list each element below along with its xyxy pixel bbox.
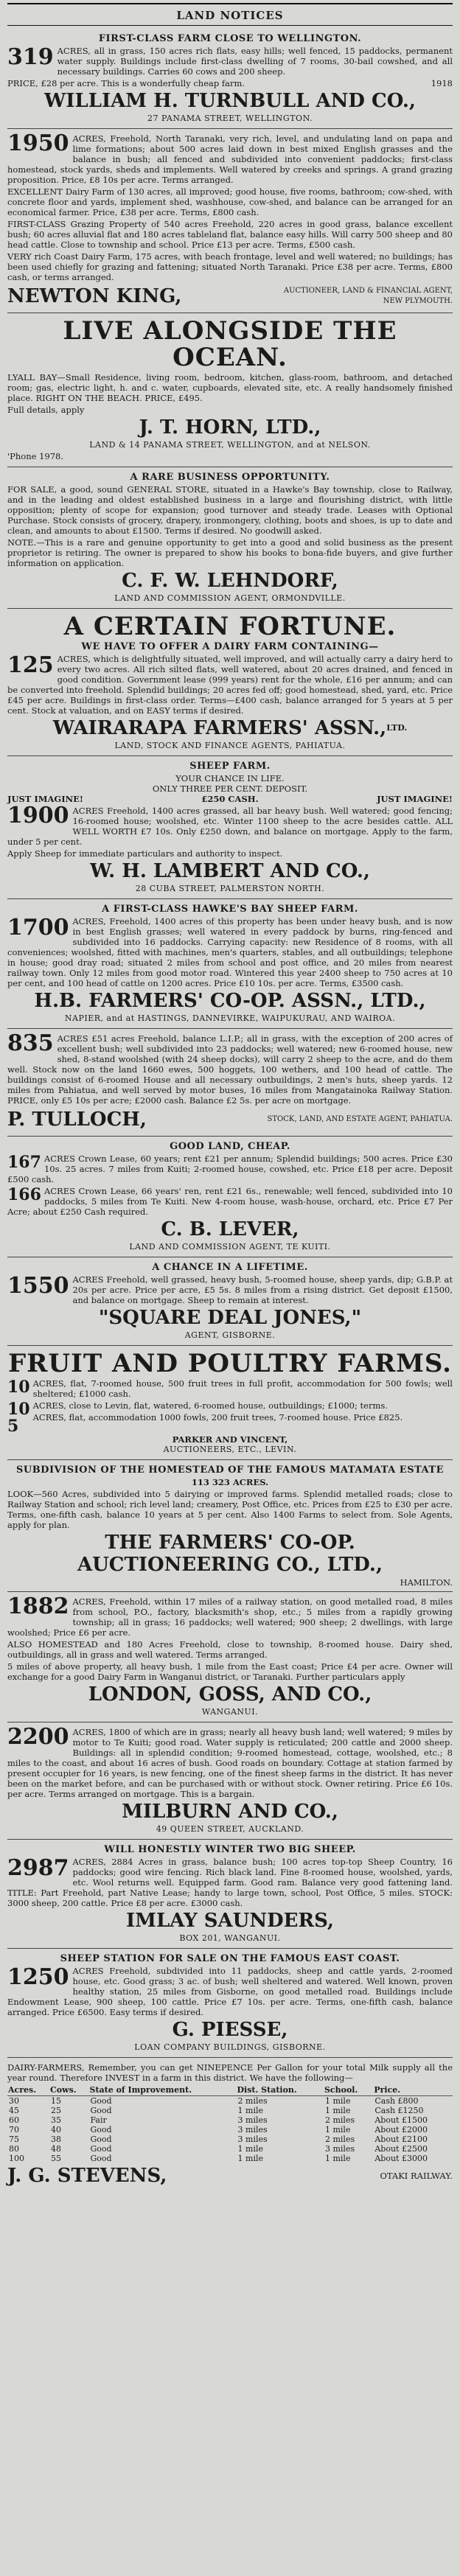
- table-cell: Good: [90, 2125, 112, 2135]
- table-cell: Good: [90, 2106, 112, 2115]
- ad-body: EXCELLENT Dairy Farm of 130 acres, all improved; good house, five rooms, bathroom; cow-shed, with concrete floor and yards, implement shed, washhouse, cow-shed, and balance can be arranged for an economical farmer. Price, £38 per acre. Terms, £800 cash.: [7, 186, 453, 217]
- ad-tulloch: [7, 1029, 453, 1137]
- ad-tagline: ONLY THREE PER CENT. DEPOSIT.: [152, 783, 308, 794]
- agent-address: 27 PANAMA STREET, WELLINGTON.: [147, 114, 313, 123]
- just-imagine-right: JUST IMAGINE!: [377, 794, 453, 804]
- table-cell: 60: [9, 2115, 19, 2125]
- agent-name: PARKER AND VINCENT,: [172, 1434, 288, 1445]
- ad-body: ACRES, Freehold, 1400 acres of this property has been under heavy bush, and is now in best English grasses; well watered in every paddock by burns, ring-fenced and subdivided into 16 paddocks. Carrying capacity: new Residence of 8 rooms, with all conveniences; woolshed, fitted with machines, men's quarters, stables, and all outbuildings; telephone in house; good dray road; situated 2 miles from school and post office, and 20 miles from nearest railway town. Only 12 miles from good motor road. Wintered this year 2400 sheep to 750 acres at 10 per cent, and 100 head of cattle on 1200 acres. Price £10 10s. per acre. Terms, £3500 cash.: [7, 916, 453, 988]
- table-cell: 48: [51, 2144, 62, 2154]
- table-row: [7, 2115, 453, 2125]
- table-cell: About £2500: [374, 2144, 428, 2154]
- ad-header: SHEEP FARM.: [189, 761, 271, 772]
- table-cell: 1 mile: [237, 2154, 263, 2163]
- column-header: Price.: [373, 2084, 453, 2096]
- agent-name: W. H. LAMBERT AND CO.,: [90, 860, 370, 882]
- ad-body: ACRES Freehold, subdivided into 11 paddocks, sheep and cattle yards, 2-roomed house, etc. Good grass; 3 ac. of bush; well sheltered and watered. Well known, proven healthy station, 25 miles from Gisborne, on good metalled road. Buildings include Endowment Lease, 900 sheep, 100 cattle. Price £7 10s. per acre. Terms, one-fifth cash, balance arranged. Price £6500. Easy terms if desired.: [7, 1966, 453, 2017]
- table-cell: Fair: [90, 2115, 107, 2125]
- page: [7, 0, 453, 2195]
- ad-body: ACRES, Freehold, within 17 miles of a railway station, on good metalled road, 8 miles from school, P.O., factory, blacksmith's shop, etc.; 5 miles from a rapidly growing township; all in grass; 16 paddocks; well watered; 900 sheep; 2 dwellings, with large woolshed; Price £6 per acre.: [7, 1596, 453, 1638]
- ad-hb-farmers: [7, 899, 453, 1029]
- ad-body: ALSO HOMESTEAD and 180 Acres Freehold, close to township, 8-roomed house. Dairy shed, outbuildings, all in grass and well watered. Terms arranged.: [7, 1639, 453, 1660]
- acreage-lead: 2200: [7, 1724, 69, 1750]
- ad-body: ACRES £51 acres Freehold, balance L.I.P.; all in grass, with the exception of 200 acres of excellent bush; well subdivided into 23 paddocks; well watered; new 6-roomed house, new shed, 8-stand woolshed (with 24 sheep docks), will carry 2 sheep to the acre, and do them well. Stock now on the land 1660 ewes, 500 hoggets, 100 wethers, and 100 head of cattle. The buildings consist of 6-roomed House and all necessary outbuildings, 2 men's huts, sheep yards. 12 miles from Pahiatua, and well served by motor buses, 16 miles from Mangatainoka Railway Station. PRICE, only £5 10s per acre; £2000 cash. Balance £2 5s. per acre on mortgage.: [7, 1033, 453, 1106]
- agent-name: C. B. LEVER,: [161, 1218, 299, 1240]
- acreage-lead: 10: [7, 1378, 30, 1397]
- ad-note: NOTE.—This is a rare and genuine opportunity to get into a good and solid business as the present proprietor is retiring. The owner is prepared to show his books to bona-fide buyers, and give further information on application.: [7, 537, 453, 568]
- ad-lever: [7, 1137, 453, 1257]
- ad-header: WILL HONESTLY WINTER TWO BIG SHEEP.: [104, 1844, 356, 1855]
- table-cell: About £3000: [374, 2154, 428, 2163]
- table-cell: 100: [9, 2154, 24, 2163]
- table-cell: 3 miles: [324, 2144, 355, 2154]
- ad-body: ACRES, close to Levin, flat, watered, 6-roomed house, outbuildings; £1000; terms.: [32, 1400, 388, 1411]
- agent-suffix: LTD.: [386, 723, 408, 733]
- acreage-lead: 319: [7, 44, 54, 70]
- ad-lambert: [7, 756, 453, 899]
- table-cell: 40: [51, 2125, 62, 2135]
- agent-address: AUCTIONEERS, ETC., LEVIN.: [163, 1445, 297, 1454]
- acreage-lead: 1700: [7, 915, 69, 940]
- agent-address: NAPIER, and at HASTINGS, DANNEVIRKE, WAIPUKURAU, AND WAIROA.: [64, 1013, 396, 1023]
- table-cell: 25: [51, 2106, 62, 2115]
- table-row: [7, 2096, 453, 2106]
- table-cell: 70: [9, 2125, 19, 2135]
- ad-header: SUBDIVISION OF THE HOMESTEAD OF THE FAMOUS MATAMATA ESTATE: [15, 1465, 445, 1476]
- ad-body: ACRES Freehold, well grassed, heavy bush, 5-roomed house, sheep yards, dip; G.B.P. at 20s per acre. Price per acre, £5 5s. 8 miles from a rising district. Get deposit £1500, and balance on mortgage. Sheep to remain at interest.: [72, 1274, 453, 1305]
- ad-horn: [7, 313, 453, 467]
- agent-address: AGENT, GISBORNE.: [184, 1330, 276, 1340]
- ad-body: 5 miles of above property, all heavy bush, 1 mile from the East coast; Price £4 per acre. Owner will exchange for a good Dairy Farm in Wanganui district, or Taranaki. Further particulars apply: [7, 1661, 453, 1682]
- ad-square-deal: [7, 1257, 453, 1346]
- acreage-lead: 835: [7, 1030, 54, 1056]
- ad-milburn: [7, 1722, 453, 1840]
- ad-parker-vincent: [7, 1346, 453, 1460]
- ad-body: ACRES, flat, accommodation 1000 fowls, 200 fruit trees, 7-roomed house. Price £825.: [32, 1412, 403, 1423]
- ad-body: ACRES, 2884 Acres in grass, balance bush; 100 acres top-top Sheep Country, 16 paddocks; good wire fencing. Rich black land. Fine 8-roomed house, woolshed, yards, etc. Wool returns well. Equipped farm. Good ram. Balance very good fattening land. TITLE: Part Freehold, part Native Lease; handy to large town, school, Post Office, 5 miles. STOCK: 3000 sheep, 200 cattle. Price £8 per acre. £3000 cash.: [7, 1857, 453, 1908]
- agent-desc: AUCTIONEER, LAND & FINANCIAL AGENT, NEW PLYMOUTH.: [283, 287, 453, 305]
- agent-name: [7, 717, 453, 739]
- ad-body: ACRES Freehold, 1400 acres grassed, all bar heavy bush. Well watered; good fencing; 16-roomed house; woolshed, etc. Winter 1100 sheep to the acre besides cattle. ALL WELL WORTH £7 10s. Only £250 down, and balance on mortgage. Apply to the farm, under 5 per cent.: [7, 806, 453, 847]
- ad-header: SHEEP STATION FOR SALE ON THE FAMOUS EAST COAST.: [60, 1953, 400, 1964]
- table-cell: 1 mile: [237, 2106, 263, 2115]
- acreage-lead: 1250: [7, 1964, 69, 1990]
- acreage-lead: 10: [7, 1400, 30, 1419]
- agent-address: LOAN COMPANY BUILDINGS, GISBORNE.: [134, 2042, 326, 2052]
- ad-headline: LIVE ALONGSIDE THE OCEAN.: [63, 316, 397, 372]
- table-cell: 38: [51, 2135, 62, 2144]
- ad-note: Full details, apply: [7, 405, 85, 415]
- ad-tagline: YOUR CHANCE IN LIFE.: [175, 773, 285, 783]
- agent-name: NEWTON KING,: [7, 285, 182, 307]
- acreage-lead: 5: [7, 1417, 19, 1436]
- acreage-lead: 2987: [7, 1855, 69, 1881]
- ad-header: A CHANCE IN A LIFETIME.: [152, 1262, 308, 1273]
- ad-body: LYALL BAY—Small Residence, living room, bedroom, kitchen, glass-room, bathroom, and detached room; gas, electric light, h. and c. water, cupboards, elevated site, etc. A really handsomely finished place. RIGHT ON THE BEACH. PRICE, £495.: [7, 372, 453, 403]
- agent-name-text: WAIRARAPA FARMERS' ASSN.,: [52, 717, 387, 739]
- table-cell: Good: [90, 2096, 112, 2106]
- acreage-lead: 1882: [7, 1594, 69, 1619]
- table-row: [7, 2154, 453, 2163]
- table-cell: 80: [9, 2144, 19, 2154]
- ad-headline: FRUIT AND POULTRY FARMS.: [7, 1349, 453, 1378]
- ad-body: ACRES, Freehold, North Taranaki, very rich, level, and undulating land on papa and lime formations; about 500 acres laid down in best mixed English grasses and the balance in bush; all fenced and subdivided into convenient paddocks; first-class homestead, stock yards, sheds and implements. Well watered by creeks and springs. A grand grazing proposition. Price, £8 10s per acre. Terms arranged.: [7, 133, 453, 185]
- ad-body: ACRES, 1800 of which are in grass; nearly all heavy bush land; well watered; 9 miles by motor to Te Kuiti; good road. Water supply is reticulated; 200 cattle and 2000 sheep. Buildings: all in splendid condition; 9-roomed homestead, cottage, woolshed, etc.; 8 miles to the coast, and about 16 acres of bush. Good roads on boundary. Cottage at station farmed by present occupier for 16 years, is new fencing, one of the finest sheep farms in the district. It has never been on the market before, and can be purchased with or without stock. Owner retiring. Price £6 10s. per acre. Terms arranged on mortgage. This is a bargain.: [7, 1727, 453, 1799]
- ad-body: FOR SALE, a good, sound GENERAL STORE, situated in a Hawke's Bay township, close to Railway, and in the leading and oldest established business in a large and flourishing district, with little opposition; plenty of scope for expansion; good turnover and steady trade. Leases with Optional Purchase. Stock consists of grocery, drapery, ironmongery, clothing, boots and shoes, is up to date and clean, and amounts to about £1500. Terms if desired. No goodwill asked.: [7, 484, 453, 536]
- table-cell: 75: [9, 2135, 19, 2144]
- agent-name: WILLIAM H. TURNBULL AND CO.,: [44, 90, 416, 112]
- agent-address: 49 QUEEN STREET, AUCKLAND.: [156, 1824, 304, 1834]
- ad-header-2: 113 323 ACRES.: [191, 1477, 269, 1487]
- table-cell: 55: [51, 2154, 62, 2163]
- table-cell: 15: [51, 2096, 62, 2106]
- ad-farmers-coop-hamilton: [7, 1460, 453, 1592]
- table-cell: 1 mile: [324, 2096, 351, 2106]
- table-cell: 45: [9, 2106, 19, 2115]
- column-header: Dist. Station.: [237, 2084, 324, 2096]
- table-row: [7, 2106, 453, 2115]
- agent-address: LAND & 14 PANAMA STREET, WELLINGTON, and at NELSON.: [89, 440, 371, 450]
- table-cell: About £1500: [374, 2115, 428, 2125]
- table-cell: 1 mile: [324, 2125, 351, 2135]
- agent-name: MILBURN AND CO.,: [122, 1801, 338, 1823]
- agent-address: OTAKI RAILWAY.: [380, 2171, 453, 2181]
- agent-name: J. G. STEVENS,: [7, 2165, 167, 2187]
- ad-price: PRICE, £28 per acre. This is a wonderfully cheap farm.: [7, 78, 245, 88]
- agent-name: LONDON, GOSS, AND CO.,: [88, 1683, 372, 1706]
- table-cell: 3 miles: [237, 2135, 268, 2144]
- ad-imlay-saunders: [7, 1840, 453, 1949]
- ad-body: ACRES Crown Lease, 66 years' ren, rent £21 6s., renewable; well fenced, subdivided into 10 paddocks, 5 miles from Te Kuiti. New 4-room house, wash-house, orchard, etc. Price £7 Per Acre; about £250 Cash required.: [7, 1186, 453, 1217]
- ad-body: ACRES Crown Lease, 60 years; rent £21 per annum; Splendid buildings; 500 acres. Price £30 10s. 25 acres. 7 miles from Kuiti; 2-roomed house, cowshed, etc. Price £18 per acre. Deposit £500 cash.: [7, 1153, 453, 1184]
- table-header-row: [7, 2084, 453, 2096]
- column-header: State of Improvement.: [89, 2084, 237, 2096]
- ad-header: GOOD LAND, CHEAP.: [170, 1141, 290, 1152]
- table-cell: Good: [90, 2154, 112, 2163]
- ad-lehndorf: [7, 467, 453, 609]
- ad-body: ACRES, flat, 7-roomed house, 500 fruit trees in full profit, accommodation for 500 fowls; well sheltered; £1000 cash.: [32, 1378, 453, 1399]
- agent-address: LAND AND COMMISSION AGENT, TE KUITI.: [129, 1242, 331, 1252]
- ad-piesse: [7, 1949, 453, 2058]
- ad-newton-king: [7, 129, 453, 313]
- ad-stevens: [7, 2058, 453, 2192]
- agent-name: THE FARMERS' CO-OP. AUCTIONEERING CO., LTD.,: [77, 1532, 383, 1576]
- table-cell: 1 mile: [324, 2154, 351, 2163]
- table-row: [7, 2135, 453, 2144]
- ad-ref: 1918: [431, 78, 453, 88]
- agent-address: 28 CUBA STREET, PALMERSTON NORTH.: [135, 884, 325, 893]
- ad-body: VERY rich Coast Dairy Farm, 175 acres, with beach frontage, level and well watered; no buildings; has been used chiefly for grazing and fattening; situated North Taranaki. Price £38 per acre. Terms, £800 cash, or terms arranged.: [7, 251, 453, 282]
- table-cell: 1 mile: [324, 2106, 351, 2115]
- acreage-lead: 167: [7, 1153, 41, 1172]
- cash-amount: £250 CASH.: [201, 794, 259, 804]
- column-header: Acres.: [7, 2084, 49, 2096]
- acreage-lead: 1550: [7, 1273, 69, 1299]
- table-cell: About £2000: [374, 2125, 428, 2135]
- acreage-lead: 1900: [7, 803, 69, 828]
- agent-name: H.B. FARMERS' CO-OP. ASSN., LTD.,: [34, 990, 426, 1012]
- ad-body: DAIRY-FARMERS, Remember, you can get NINEPENCE Per Gallon for your total Milk supply all the year round. Therefore INVEST in a farm in this district. We have the following—: [7, 2062, 453, 2083]
- table-cell: Good: [90, 2135, 112, 2144]
- ad-header: A RARE BUSINESS OPPORTUNITY.: [130, 472, 330, 483]
- ad-body: ACRES, all in grass, 150 acres rich flats, easy hills; well fenced, 15 paddocks, permanent water supply. Buildings include first-class dwelling of 7 rooms, 30-bail cowshed, and all necessary buildings. Carries 60 cows and 200 sheep.: [57, 46, 453, 77]
- table-cell: 3 miles: [237, 2115, 268, 2125]
- table-cell: 2 miles: [324, 2115, 355, 2125]
- agent-address: WANGANUI.: [201, 1707, 259, 1717]
- table-cell: 2 miles: [237, 2096, 268, 2106]
- just-imagine-left: JUST IMAGINE!: [7, 794, 83, 804]
- agent-address: LAND AND COMMISSION AGENT, ORMONDVILLE.: [114, 593, 346, 603]
- table-cell: 1 mile: [237, 2144, 263, 2154]
- agent-name: P. TULLOCH,: [7, 1109, 147, 1131]
- ad-header: A FIRST-CLASS HAWKE'S BAY SHEEP FARM.: [102, 904, 358, 915]
- ad-headline: A CERTAIN FORTUNE.: [63, 612, 397, 641]
- acreage-lead: 1950: [7, 130, 69, 156]
- column-header: Cows.: [49, 2084, 89, 2096]
- ad-header: FIRST-CLASS FARM CLOSE TO WELLINGTON.: [98, 33, 362, 44]
- dairy-farm-table: [7, 2084, 453, 2163]
- ad-london-goss: [7, 1592, 453, 1722]
- ad-turnbull: [7, 29, 453, 129]
- column-header: School.: [324, 2084, 373, 2096]
- agent-name: IMLAY SAUNDERS,: [126, 1910, 334, 1932]
- table-cell: 2 miles: [324, 2135, 355, 2144]
- ad-note: Apply Sheep for immediate particulars and authority to inspect.: [7, 848, 283, 859]
- table-cell: 3 miles: [237, 2125, 268, 2135]
- agent-name: J. T. HORN, LTD.,: [139, 416, 321, 439]
- ad-body: ACRES, which is delightfully situated, well improved, and will actually carry a dairy herd to every two acres. All rich silted flats, well watered, about 20 acres drained, and fenced in good condition. Government lease (999 years) rent for the whole, £16 per annum; and can be converted into freehold. Splendid buildings; 20 acres fed off; good homestead, shed, yard, etc. Price £45 per acre. Buildings in first-class order. Terms—£400 cash, balance arranged for 5 years at 5 per cent. Stock at valuation, and on EASY terms if desired.: [7, 654, 453, 716]
- ad-body: LOOK—560 Acres, subdivided into 5 dairying or improved farms. Splendid metalled roads; close to Railway Station and school; rich level land; creamery, Post Office, etc. Prices from £25 to £30 per acre. Terms, one-fifth cash, balance 10 years at 5 per cent. Also 1400 Farms to select from. Sole Agents, apply for plan.: [7, 1489, 453, 1530]
- table-row: [7, 2125, 453, 2135]
- agent-phone: 'Phone 1978.: [7, 451, 64, 461]
- agent-address: LAND, STOCK AND FINANCE AGENTS, PAHIATUA.: [114, 741, 346, 750]
- section-title: LAND NOTICES: [7, 3, 453, 26]
- table-row: [7, 2144, 453, 2154]
- acreage-lead: 125: [7, 652, 54, 678]
- agent-name: "SQUARE DEAL JONES,": [98, 1307, 362, 1329]
- ad-body: FIRST-CLASS Grazing Property of 540 acres Freehold, 220 acres in good grass, balance excellent bush; 60 acres alluvial flat and 180 acres tableland flat, balance easy hills. Will carry 500 sheep and 80 head cattle. Close to township and school. Price £13 per acre. Terms, £500 cash.: [7, 219, 453, 250]
- table-cell: Cash £1250: [374, 2106, 424, 2115]
- table-cell: 35: [51, 2115, 62, 2125]
- agent-desc: STOCK, LAND, AND ESTATE AGENT, PAHIATUA.: [267, 1115, 453, 1123]
- agent-name: G. PIESSE,: [172, 2019, 288, 2041]
- table-cell: Good: [90, 2144, 112, 2154]
- acreage-lead: 166: [7, 1185, 41, 1204]
- ad-wairarapa: [7, 609, 453, 756]
- agent-name: C. F. W. LEHNDORF,: [122, 570, 338, 592]
- ad-header: WE HAVE TO OFFER A DAIRY FARM CONTAINING—: [81, 641, 379, 652]
- table-cell: 30: [9, 2096, 19, 2106]
- agent-address: BOX 201, WANGANUI.: [179, 1933, 281, 1943]
- agent-address: HAMILTON.: [400, 1577, 453, 1588]
- table-cell: Cash £800: [374, 2096, 419, 2106]
- table-cell: About £2100: [374, 2135, 428, 2144]
